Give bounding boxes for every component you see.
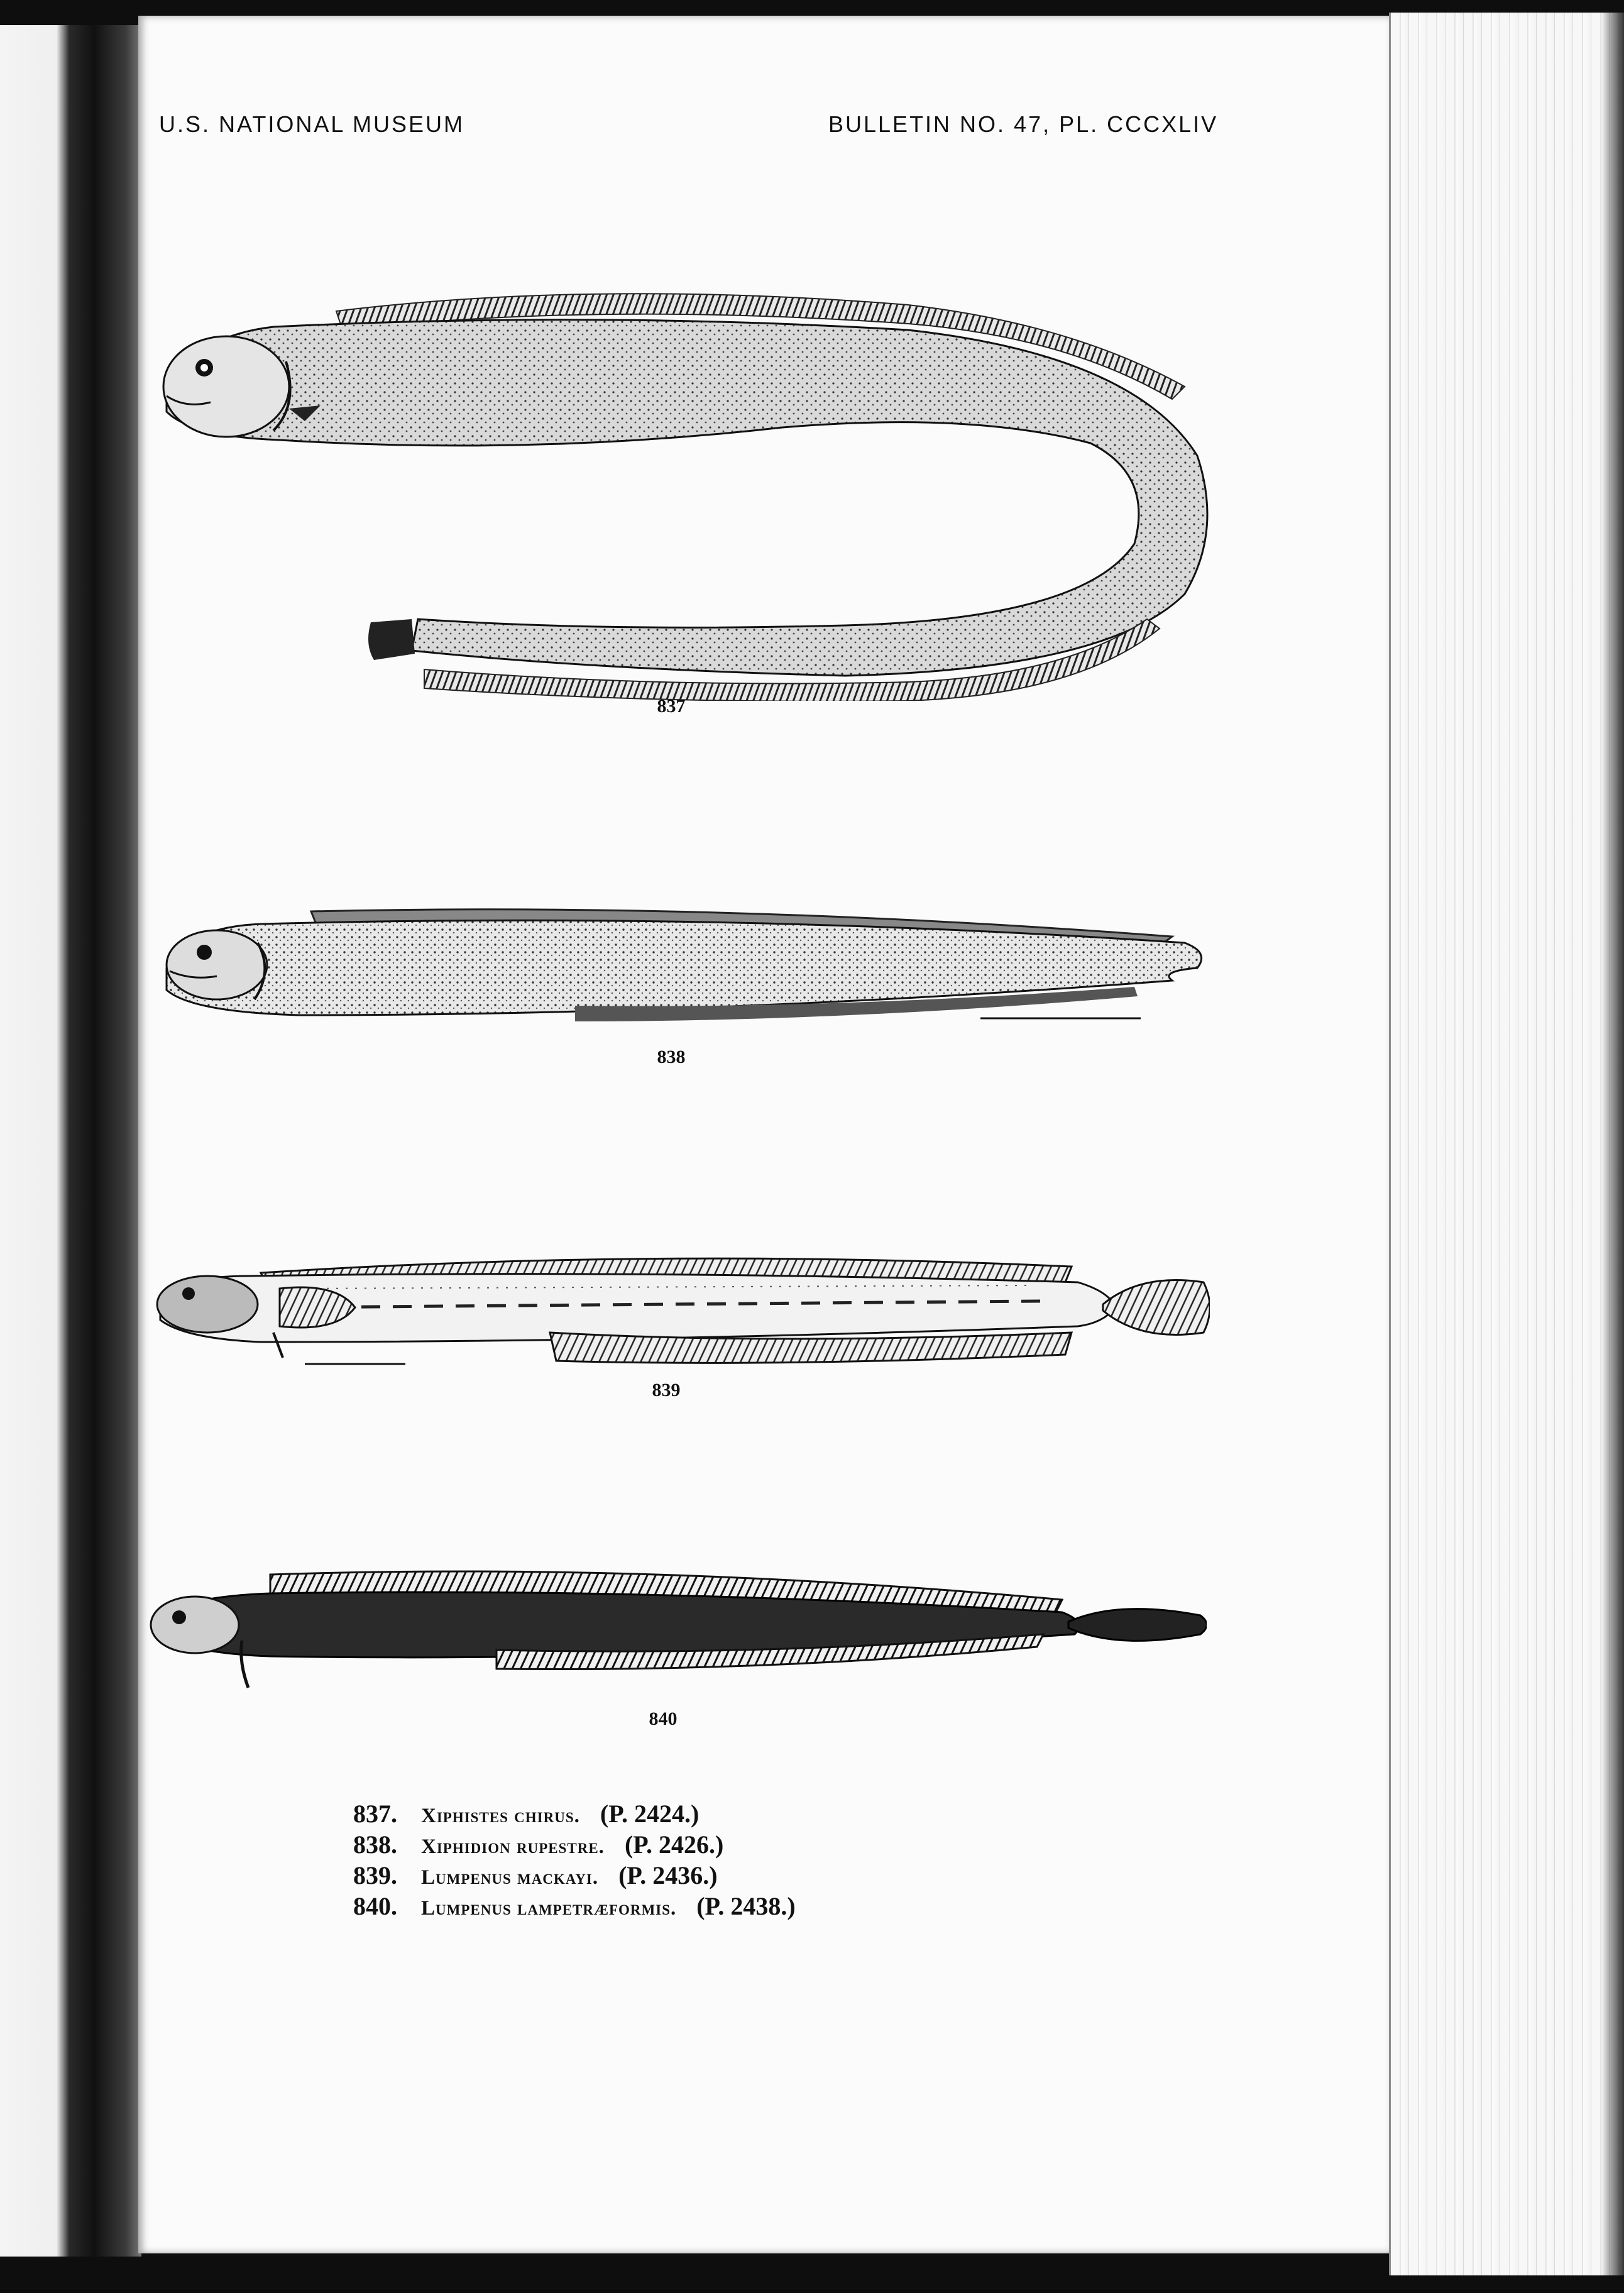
caption-page-ref: (P. 2438.) [696,1892,796,1920]
figure-number-838: 838 [657,1047,686,1067]
caption-species-name: Xiphidion rupestre. [421,1835,605,1858]
figure-number-840: 840 [649,1708,678,1729]
fish-illustration-837 [154,267,1222,701]
figure-number-839: 839 [652,1380,681,1400]
caption-838 [353,1830,796,1861]
caption-page-ref: (P. 2424.) [600,1800,700,1828]
plate-captions [353,1800,796,1923]
caption-840 [353,1892,796,1923]
fish-illustration-838 [154,889,1210,1034]
fish-illustration-840 [145,1562,1207,1700]
caption-number: 840. [353,1892,397,1920]
caption-839 [353,1861,796,1892]
caption-number: 839. [353,1861,397,1889]
edge-shadow [1601,13,1624,2275]
figure-840 [145,1562,1207,1700]
running-head-right: BULLETIN NO. 47, PL. CCCXLIV [828,111,1219,137]
plate-page [138,16,1389,2253]
caption-page-ref: (P. 2426.) [624,1830,724,1859]
caption-number: 838. [353,1830,397,1859]
caption-number: 837. [353,1800,397,1828]
figure-839 [148,1238,1210,1389]
figure-number-837: 837 [657,696,686,717]
running-head-left: U.S. NATIONAL MUSEUM [159,111,465,137]
figure-838 [154,889,1210,1034]
fish-illustration-839 [148,1238,1210,1389]
caption-species-name: Lumpenus lampetræformis. [421,1897,677,1920]
caption-837 [353,1800,796,1830]
page-edges [1389,13,1624,2275]
caption-species-name: Lumpenus mackayi. [421,1866,599,1889]
caption-page-ref: (P. 2436.) [618,1861,718,1889]
book-gutter [0,25,141,2257]
caption-species-name: Xiphistes chirus. [421,1805,580,1827]
figure-837 [154,267,1222,701]
